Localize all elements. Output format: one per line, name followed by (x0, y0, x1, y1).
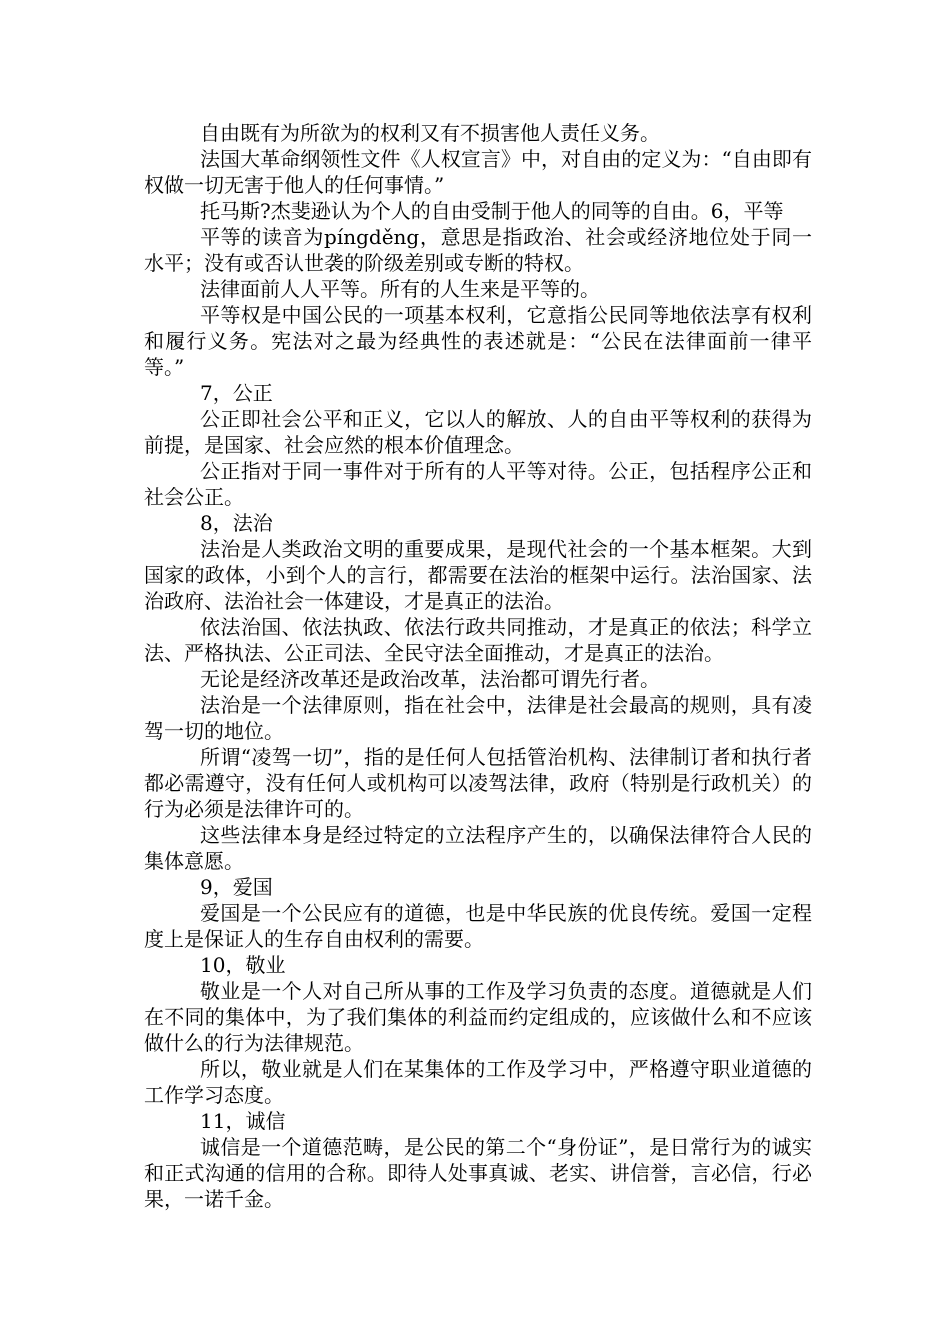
paragraph-rule-of-law-framework: 法治是人类政治文明的重要成果，是现代社会的一个基本框架。大到国家的政体，小到个人的言行，都需要在法治的框架中运行。法治国家、法治政府、法治社会一体建设，才是真正的法治。 (144, 537, 812, 613)
section-heading-integrity: 11，诚信 (200, 1109, 286, 1133)
section-heading-justice: 7，公正 (200, 381, 273, 405)
paragraph-equality-right: 平等权是中国公民的一项基本权利，它意指公民同等地依法享有权利和履行义务。宪法对之最为经典性的表述就是：“公民在法律面前一律平等。” (144, 303, 812, 379)
paragraph-equality-pronunciation: 平等的读音为píngděng，意思是指政治、社会或经济地位处于同一水平；没有或否认世袭的阶级差别或专断的特权。 (144, 225, 812, 275)
paragraph-human-rights-declaration: 法国大革命纲领性文件《人权宣言》中，对自由的定义为：“自由即有权做一切无害于他人的任何事情。” (144, 147, 812, 197)
paragraph-dedication-definition: 敬业是一个人对自己所从事的工作及学习负责的态度。道德就是人们在不同的集体中，为了我们集体的利益而约定组成的，应该做什么和不应该做什么的行为法律规范。 (144, 979, 812, 1055)
paragraph-integrity: 诚信是一个道德范畴，是公民的第二个“身份证”，是日常行为的诚实和正式沟通的信用的合称。即待人处事真诚、老实、讲信誉，言必信，行必果，一诺千金。 (144, 1135, 812, 1211)
paragraph-equality-before-law: 法律面前人人平等。所有的人生来是平等的。 (200, 277, 600, 301)
paragraph-jefferson: 托马斯?杰斐逊认为个人的自由受制于他人的同等的自由。6，平等 (200, 199, 784, 223)
section-heading-dedication: 10，敬业 (200, 953, 286, 977)
paragraph-rule-of-law-principle: 法治是一个法律原则，指在社会中，法律是社会最高的规则，具有凌驾一切的地位。 (144, 693, 812, 743)
paragraph-rule-of-law-pioneer: 无论是经济改革还是政治改革，法治都可谓先行者。 (200, 667, 660, 691)
section-heading-rule-of-law: 8，法治 (200, 511, 273, 535)
paragraph-justice-definition: 公正即社会公平和正义，它以人的解放、人的自由平等权利的获得为前提，是国家、社会应然的根本价值理念。 (144, 407, 812, 457)
paragraph-justice-procedure: 公正指对于同一事件对于所有的人平等对待。公正，包括程序公正和社会公正。 (144, 459, 812, 509)
document-page (144, 120, 812, 1212)
paragraph-legislative-process: 这些法律本身是经过特定的立法程序产生的，以确保法律符合人民的集体意愿。 (144, 823, 812, 873)
paragraph-dedication-attitude: 所以，敬业就是人们在某集体的工作及学习中，严格遵守职业道德的工作学习态度。 (144, 1057, 812, 1107)
paragraph-above-all: 所谓“凌驾一切”，指的是任何人包括管治机构、法律制订者和执行者都必需遵守，没有任何人或机构可以凌驾法律，政府（特别是行政机关）的行为必须是法律许可的。 (144, 745, 812, 821)
paragraph-rule-of-law-governance: 依法治国、依法执政、依法行政共同推动，才是真正的依法；科学立法、严格执法、公正司法、全民守法全面推动，才是真正的法治。 (144, 615, 812, 665)
paragraph-patriotism: 爱国是一个公民应有的道德，也是中华民族的优良传统。爱国一定程度上是保证人的生存自由权利的需要。 (144, 901, 812, 951)
paragraph-freedom-rights: 自由既有为所欲为的权利又有不损害他人责任义务。 (200, 121, 660, 145)
section-heading-patriotism: 9，爱国 (200, 875, 273, 899)
